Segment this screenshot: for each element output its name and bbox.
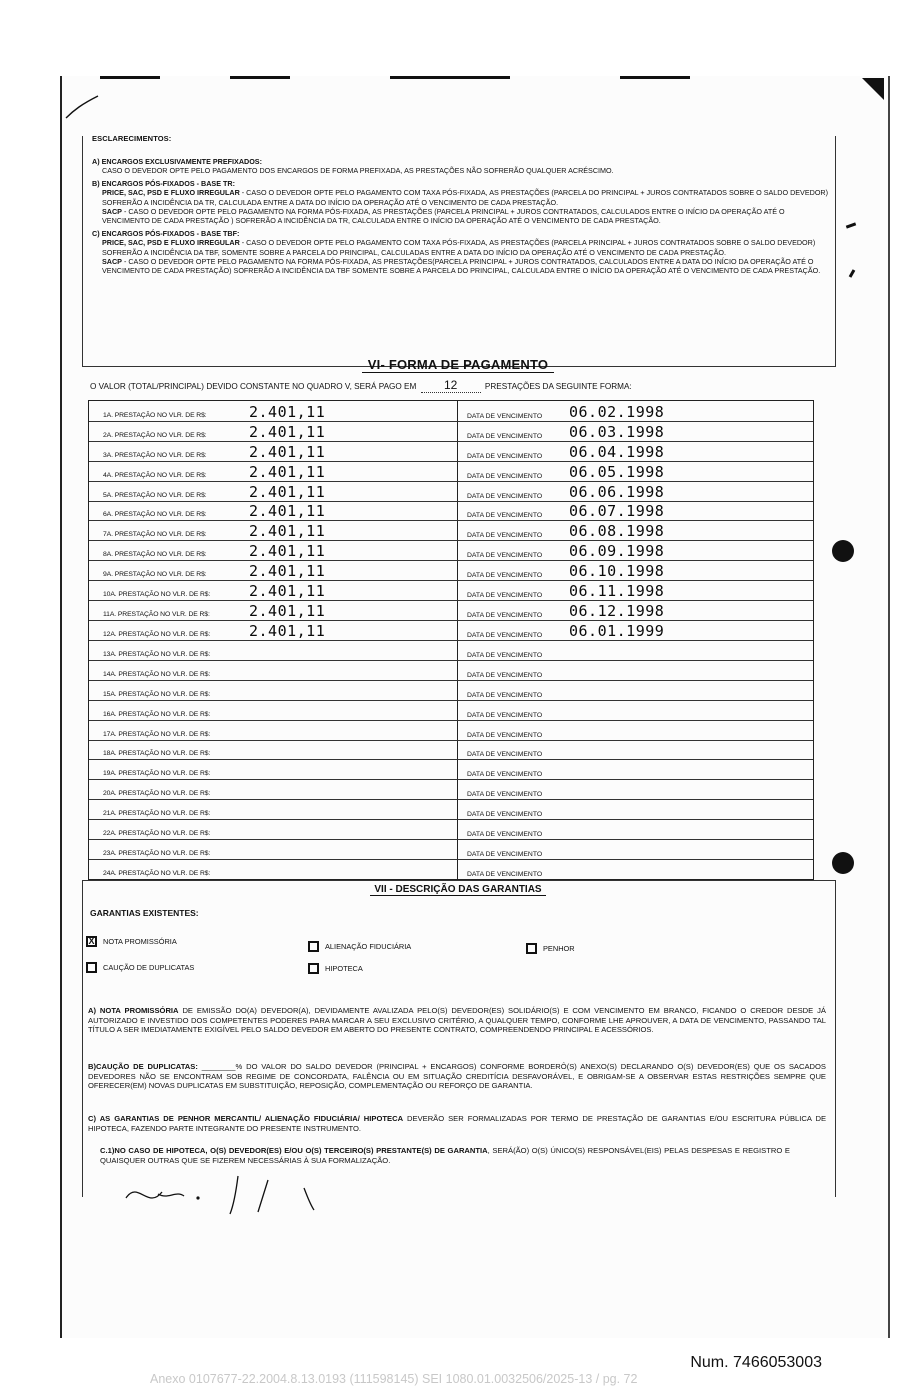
garantia-nota-promissoria-text: [88, 1006, 826, 1035]
encargos-tbf-price: [92, 238, 832, 257]
installment-value[interactable]: 2.401,11: [249, 502, 326, 521]
installment-label: 8A. PRESTAÇÃO NO VLR. DE R$:: [103, 551, 207, 559]
table-row: [89, 680, 813, 701]
annex-watermark: Anexo 0107677-22.2004.8.13.0193 (111598145) SEI 1080.01.0032506/2025-13 / pg. 72: [150, 1372, 638, 1386]
due-date-label: DATA DE VENCIMENTO: [467, 831, 543, 839]
due-date-label: DATA DE VENCIMENTO: [467, 751, 543, 759]
intro-before: O VALOR (TOTAL/PRINCIPAL) DEVIDO CONSTANTE NO QUADRO V, SERÁ PAGO EM: [90, 382, 417, 391]
installment-value[interactable]: 2.401,11: [249, 402, 326, 421]
installment-label: 24A. PRESTAÇÃO NO VLR. DE R$:: [103, 869, 211, 877]
encargos-tr: [92, 179, 832, 226]
installment-value[interactable]: 2.401,11: [249, 462, 326, 481]
due-date-label: DATA DE VENCIMENTO: [467, 612, 543, 620]
para-a-body: DE EMISSÃO DO(A) DEVEDOR(A), DEVIDAMENTE AVALIZADA PELO(S) DEVEDOR(ES) SOLIDÁRIO(S) E COM VENCIMENTO EM BRANCO, FICANDO O CREDOR DESDE JÁ AUTORIZADO E INVESTIDO DOS COMPETENTES PODERES PARA MARCAR A SEU EXCLUSIVO CRITÉRIO, A QUALQUER TEMPO, CONFORME LHE APROUVER, A DATA DE VENCIMENTO, PASSANDO TAL TÍTULO A SER IMEDIATAMENTE EXIGÍVEL PELO SALDO DEVEDOR EM ABERTO DO PRESENTE CONTRATO, COMPREENDENDO PRINCIPAL E ACESSÓRIOS.: [88, 1006, 826, 1035]
installment-label: 3A. PRESTAÇÃO NO VLR. DE R$:: [103, 451, 207, 459]
para-c-head: C) AS GARANTIAS DE: [88, 1114, 174, 1123]
installment-label: 1A. PRESTAÇÃO NO VLR. DE R$:: [103, 411, 207, 419]
due-date-label: DATA DE VENCIMENTO: [467, 492, 543, 500]
installment-label: 2A. PRESTAÇÃO NO VLR. DE R$:: [103, 431, 207, 439]
table-row: [89, 660, 813, 681]
para-b-body: ________% DO VALOR DO SALDO DEVEDOR (PRINCIPAL + ENCARGOS) CONFORME BORDERÔ(S) ANEXO(S) DECLARANDO O(S) DEVEDOR(ES) QUE OS SACADOS DEVEDORES NÃO SE ENCONTRAM SOB REGIME DE CONCORDATA, FALÊNCIA OU EM SITUAÇÃO CREDITÍCIA DESFAVORÁVEL, E OBRIGAM-SE A OBSERVAR ESTAS RESTRIÇÕES SEMPRE QUE OFERECER(EM) NOVAS DUPLICATAS EM SUBSTITUIÇÃO, REPOSIÇÃO, COMPLEMENTAÇÃO OU REFORÇO DE GARANTIA.: [88, 1062, 826, 1091]
hipoteca-label: HIPOTECA: [325, 964, 363, 973]
encargos-tbf-price-text: - CASO O DEVEDOR OPTE PELO PAGAMENTO COM TAXA PÓS-FIXADA, AS PRESTAÇÕES (PARCELA PRINCIPAL + JUROS CONTRATADOS SOBRE O SALDO DEVEDOR) SOFRERÃO A INCIDÊNCIA DA TBF, SOMENTE SOBRE A PARCELA DO PRINCIPAL, CALCULADAS ENTRE A DATA DO INÍCIO DA OPERAÇÃO ATÉ O VENCIMENTO DE CADA PRESTAÇÃO.: [102, 238, 816, 257]
table-row: [89, 521, 813, 542]
table-row: [89, 600, 813, 621]
installment-label: 11A. PRESTAÇÃO NO VLR. DE R$:: [103, 611, 210, 619]
para-c1-body: , SERÁ(ÃO) O(S) ÚNICO(S) RESPONSÁVEL(EIS) PELAS DESPESAS E REGISTRO E QUAISQUER OUTRAS QUE SE FIZEREM NECESSÁRIAS À SUA FORMALIZAÇÃO.: [100, 1146, 790, 1165]
alienacao-fiduciaria-label: ALIENAÇÃO FIDUCIÁRIA: [325, 942, 412, 951]
installment-label: 14A. PRESTAÇÃO NO VLR. DE R$:: [103, 670, 211, 678]
due-date-label: DATA DE VENCIMENTO: [467, 532, 543, 540]
installment-label: 4A. PRESTAÇÃO NO VLR. DE R$:: [103, 471, 207, 479]
encargos-prefixados-text: CASO O DEVEDOR OPTE PELO PAGAMENTO DOS ENCARGOS DE FORMA PREFIXADA, AS PRESTAÇÕES NÃO SOFRERÃO QUALQUER ACRÉSCIMO.: [102, 166, 614, 176]
punch-hole: [832, 852, 854, 874]
nota-promissoria-checkbox[interactable]: X: [86, 936, 97, 947]
installment-label: 12A. PRESTAÇÃO NO VLR. DE R$:: [103, 630, 211, 638]
installment-label: 17A. PRESTAÇÃO NO VLR. DE R$:: [103, 730, 211, 738]
due-date-value[interactable]: 06.07.1998: [569, 502, 665, 521]
intro-after: PRESTAÇÕES DA SEGUINTE FORMA:: [484, 382, 632, 391]
option-nota-promissoria[interactable]: [86, 936, 177, 947]
due-date-label: DATA DE VENCIMENTO: [467, 552, 543, 560]
table-row: [89, 540, 813, 561]
table-row: [89, 441, 813, 462]
installment-label: 20A. PRESTAÇÃO NO VLR. DE R$:: [103, 790, 211, 798]
handwritten-initials: [118, 1170, 338, 1220]
installment-value[interactable]: 2.401,11: [249, 602, 326, 621]
table-row: [89, 779, 813, 800]
installment-label: 22A. PRESTAÇÃO NO VLR. DE R$:: [103, 830, 211, 838]
encargos-tr-sacp-label: SACP: [102, 207, 122, 217]
option-penhor[interactable]: [526, 943, 575, 954]
pen-mark: [64, 92, 104, 122]
due-date-value[interactable]: 06.09.1998: [569, 542, 665, 561]
payment-schedule-table: [88, 400, 814, 880]
installment-label: 10A. PRESTAÇÃO NO VLR. DE R$:: [103, 591, 211, 599]
caucao-duplicatas-label: CAUÇÃO DE DUPLICATAS: [103, 963, 195, 972]
installment-label: 13A. PRESTAÇÃO NO VLR. DE R$:: [103, 650, 211, 658]
encargos-tr-sacp-text: - CASO O DEVEDOR OPTE PELO PAGAMENTO NA FORMA PÓS-FIXADA, AS PRESTAÇÕES (PARCELA PRINCIPAL + JUROS CONTRATADOS, CALCULADOS ENTRE O INÍCIO DA OPERAÇÃO ATÉ O VENCIMENTO DE CADA PRESTAÇÃO ) SOFRERÃO A INCIDÊNCIA DA TR, CALCULADA ENTRE O INÍCIO DA OPERAÇÃO ATÉ O VENCIMENTO DE CADA PRESTAÇÃO.: [102, 207, 785, 226]
installment-label: 15A. PRESTAÇÃO NO VLR. DE R$:: [103, 690, 211, 698]
installment-value[interactable]: 2.401,11: [249, 621, 326, 640]
encargos-tbf: [92, 229, 832, 276]
table-row: [89, 401, 813, 422]
due-date-value[interactable]: 06.04.1998: [569, 442, 665, 461]
num-prestacoes: 12: [421, 378, 481, 393]
installment-label: 9A. PRESTAÇÃO NO VLR. DE R$:: [103, 571, 207, 579]
installment-label: 21A. PRESTAÇÃO NO VLR. DE R$:: [103, 810, 211, 818]
installment-label: 16A. PRESTAÇÃO NO VLR. DE R$:: [103, 710, 211, 718]
due-date-label: DATA DE VENCIMENTO: [467, 870, 543, 878]
penhor-label: PENHOR: [543, 944, 575, 953]
due-date-value[interactable]: 06.03.1998: [569, 422, 665, 441]
para-b-head: B)CAUÇÃO DE DUPLICATAS:: [88, 1062, 198, 1071]
due-date-label: DATA DE VENCIMENTO: [467, 512, 543, 520]
encargos-prefixados-head: A) ENCARGOS EXCLUSIVAMENTE PREFIXADOS:: [92, 157, 262, 166]
encargos-tr-price-text: - CASO O DEVEDOR OPTE PELO PAGAMENTO COM TAXA PÓS-FIXADA, AS PRESTAÇÕES (PARCELA DO PRINCIPAL + JUROS CONTRATADOS SOBRE O SALDO DEVEDOR) SOFRERÃO A INCIDÊNCIA DA TR, CALCULADA ENTRE A DATA DO INÍCIO DA OPERAÇÃO ATÉ O VENCIMENTO DE CADA PRESTAÇÃO.: [102, 188, 829, 207]
due-date-label: DATA DE VENCIMENTO: [467, 711, 543, 719]
document-number: Num. 7466053003: [690, 1354, 822, 1371]
table-row: [89, 501, 813, 522]
para-c1-bold: DEVEDOR(ES) E/OU O(S) TERCEIRO(S) PRESTANTE(S) DE GARANTIA: [226, 1146, 488, 1155]
table-row: [89, 720, 813, 741]
table-row: [89, 839, 813, 860]
para-c-body: DEVERÃO SER FORMALIZADAS POR TERMO DE PRESTAÇÃO DE GARANTIAS E/OU ESCRITURA PÚBLICA DE HIPOTECA, FAZENDO PARTE INTEGRANTE DO PRESENTE INSTRUMENTO.: [88, 1114, 827, 1133]
option-hipoteca[interactable]: [308, 963, 363, 974]
installment-value[interactable]: 2.401,11: [249, 562, 326, 581]
table-row: [89, 819, 813, 840]
folded-corner: [862, 78, 884, 100]
para-a-head: A) NOTA PROMISSÓRIA: [88, 1006, 179, 1015]
due-date-label: DATA DE VENCIMENTO: [467, 631, 543, 639]
due-date-label: DATA DE VENCIMENTO: [467, 731, 543, 739]
installment-value[interactable]: 2.401,11: [249, 582, 326, 601]
due-date-value[interactable]: 06.05.1998: [569, 462, 665, 481]
caucao-duplicatas-checkbox[interactable]: [86, 962, 97, 973]
encargos-tr-head: B) ENCARGOS PÓS-FIXADOS - BASE TR:: [92, 178, 235, 188]
due-date-label: DATA DE VENCIMENTO: [467, 671, 543, 679]
due-date-value[interactable]: 06.02.1998: [569, 402, 665, 421]
installment-label: 5A. PRESTAÇÃO NO VLR. DE R$:: [103, 491, 207, 499]
due-date-label: DATA DE VENCIMENTO: [467, 472, 543, 480]
table-row: [89, 740, 813, 761]
punch-hole: [832, 540, 854, 562]
due-date-label: DATA DE VENCIMENTO: [467, 572, 543, 580]
installment-value[interactable]: 2.401,11: [249, 482, 326, 501]
garantias-title: VII - DESCRIÇÃO DAS GARANTIAS: [82, 884, 834, 895]
due-date-label: DATA DE VENCIMENTO: [467, 851, 543, 859]
installment-value[interactable]: 2.401,11: [249, 422, 326, 441]
encargos-tbf-head: C) ENCARGOS PÓS-FIXADOS - BASE TBF:: [92, 228, 240, 238]
due-date-value[interactable]: 06.11.1998: [569, 582, 665, 601]
encargos-tr-price-label: PRICE, SAC, PSD E FLUXO IRREGULAR: [102, 188, 240, 198]
installment-label: 23A. PRESTAÇÃO NO VLR. DE R$:: [103, 850, 211, 858]
table-row: [89, 620, 813, 641]
due-date-label: DATA DE VENCIMENTO: [467, 691, 543, 699]
due-date-label: DATA DE VENCIMENTO: [467, 432, 543, 440]
due-date-label: DATA DE VENCIMENTO: [467, 592, 543, 600]
hipoteca-checkbox[interactable]: [308, 963, 319, 974]
encargos-prefixados: [92, 157, 832, 176]
penhor-checkbox[interactable]: [526, 943, 537, 954]
table-row: [89, 859, 813, 879]
nota-promissoria-label: NOTA PROMISSÓRIA: [103, 937, 177, 946]
garantia-hipoteca-text: [100, 1146, 790, 1165]
table-row: [89, 560, 813, 581]
option-alienacao-fiduciaria[interactable]: [308, 941, 411, 952]
due-date-label: DATA DE VENCIMENTO: [467, 791, 543, 799]
table-row: [89, 640, 813, 661]
due-date-value[interactable]: 06.06.1998: [569, 482, 665, 501]
installment-value[interactable]: 2.401,11: [249, 522, 326, 541]
encargos-tr-sacp: [92, 207, 832, 226]
due-date-label: DATA DE VENCIMENTO: [467, 452, 543, 460]
due-date-value[interactable]: 06.01.1999: [569, 621, 665, 640]
due-date-value[interactable]: 06.10.1998: [569, 562, 665, 581]
garantia-formalizacao-text: [88, 1114, 826, 1133]
due-date-label: DATA DE VENCIMENTO: [467, 651, 543, 659]
encargos-tr-price: [92, 188, 832, 207]
due-date-label: DATA DE VENCIMENTO: [467, 412, 543, 420]
installment-label: 19A. PRESTAÇÃO NO VLR. DE R$:: [103, 770, 211, 778]
due-date-value[interactable]: 06.08.1998: [569, 522, 665, 541]
installment-value[interactable]: 2.401,11: [249, 542, 326, 561]
alienacao-fiduciaria-checkbox[interactable]: [308, 941, 319, 952]
installment-label: 6A. PRESTAÇÃO NO VLR. DE R$:: [103, 511, 207, 519]
due-date-label: DATA DE VENCIMENTO: [467, 811, 543, 819]
garantias-existentes-label: GARANTIAS EXISTENTES:: [90, 908, 199, 918]
encargos-tbf-sacp: [92, 257, 832, 276]
due-date-value[interactable]: 06.12.1998: [569, 602, 665, 621]
encargos-tbf-sacp-label: SACP: [102, 257, 122, 267]
para-c1-head: C.1)NO CASO DE HIPOTECA, O(S): [100, 1146, 227, 1155]
installment-label: 18A. PRESTAÇÃO NO VLR. DE R$:: [103, 750, 211, 758]
installment-value[interactable]: 2.401,11: [249, 442, 326, 461]
forma-pagamento-intro: [90, 378, 830, 393]
garantia-caucao-text: [88, 1062, 826, 1091]
forma-pagamento-title: VI- FORMA DE PAGAMENTO: [82, 357, 834, 372]
table-row: [89, 799, 813, 820]
encargos-tbf-sacp-text: - CASO O DEVEDOR OPTE PELO PAGAMENTO NA FORMA PÓS-FIXADA, AS PRESTAÇÕES(PARCELA PRINCIPAL + JUROS CONTRATADOS, CALCULADOS ENTRE A DATA DO INÍCIO DA OPERAÇÃO ATÉ O VENCIMENTO DE CADA PRESTAÇÃO) SOFRERÃO A INCIDÊNCIA DA TBF SOMENTE SOBRE A PARCELA DO PRINCIPAL, CALCULADA ENTRE O INÍCIO DA OPERAÇÃO ATÉ O VENCIMENTO DE CADA PRESTAÇÃO.: [102, 257, 821, 276]
para-c-bold: PENHOR MERCANTIL/ ALIENAÇÃO FIDUCIÁRIA/ HIPOTECA: [173, 1114, 404, 1123]
esclarecimentos-section: [92, 134, 832, 276]
table-row: [89, 421, 813, 442]
due-date-label: DATA DE VENCIMENTO: [467, 771, 543, 779]
option-caucao-duplicatas[interactable]: [86, 962, 194, 973]
table-row: [89, 481, 813, 502]
installment-label: 7A. PRESTAÇÃO NO VLR. DE R$:: [103, 531, 207, 539]
esclarecimentos-title: ESCLARECIMENTOS:: [92, 134, 172, 143]
page-top-edge: [60, 76, 886, 86]
table-row: [89, 760, 813, 781]
table-row: [89, 580, 813, 601]
table-row: [89, 700, 813, 721]
table-row: [89, 461, 813, 482]
encargos-tbf-price-label: PRICE, SAC, PSD E FLUXO IRREGULAR: [102, 238, 240, 248]
